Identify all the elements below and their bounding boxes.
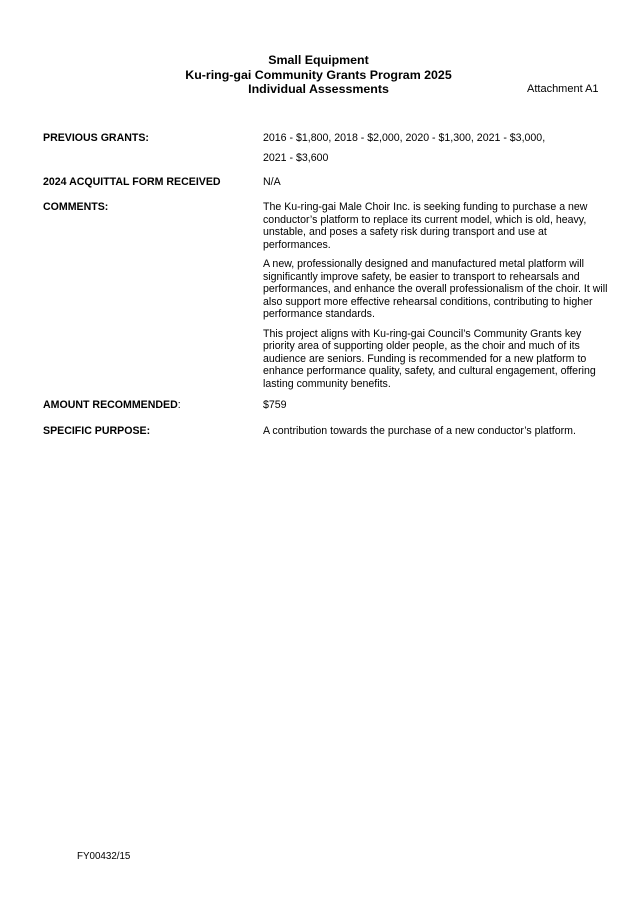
attachment-label: Attachment A1: [527, 83, 599, 95]
specific-purpose-label: SPECIFIC PURPOSE:: [43, 425, 151, 437]
comments-value: [263, 201, 613, 390]
amount-recommended-value: $759: [263, 399, 287, 411]
previous-grants-line-1: 2016 - $1,800, 2018 - $2,000, 2020 - $1,300, 2021 - $3,000,: [263, 132, 546, 144]
header-category: Small Equipment: [268, 53, 369, 67]
header-program-title: Ku-ring-gai Community Grants Program 2025: [185, 67, 452, 82]
document-reference: FY00432/15: [77, 851, 131, 862]
previous-grants-value: [263, 132, 613, 164]
amount-recommended-label: [43, 398, 181, 412]
comments-label: COMMENTS:: [43, 201, 109, 213]
comments-paragraph-1: The Ku-ring-gai Male Choir Inc. is seeking funding to purchase a new conductor’s platform to replace its current model, which is old, heavy, unstable, and poses a safety risk during transport and use at performances.: [263, 201, 588, 251]
acquittal-form-label: 2024 ACQUITTAL FORM RECEIVED: [43, 176, 221, 188]
amount-recommended-label-text: AMOUNT RECOMMENDED: [43, 399, 178, 411]
comments-paragraph-3: This project aligns with Ku-ring-gai Council’s Community Grants key priority area of supporting older people, as the choir and much of its audience are seniors. Funding is recommended for a new platform to enhance performance quality, safety, and cultural engagement, offering lasting community benefits.: [263, 327, 596, 390]
acquittal-form-value: N/A: [263, 176, 281, 188]
amount-recommended-colon: :: [177, 399, 181, 411]
header-subtitle: Individual Assessments: [248, 82, 389, 97]
comments-paragraph-2: A new, professionally designed and manufactured metal platform will significantly improve safety, be easier to transport to rehearsals and performances, and enhance the overall professionalism of the choir. It will also support more effective rehearsal conditions, contributing to higher performance standards.: [263, 258, 608, 320]
previous-grants-line-2: 2021 - $3,600: [263, 151, 329, 164]
previous-grants-label: PREVIOUS GRANTS:: [43, 132, 149, 144]
specific-purpose-value: A contribution towards the purchase of a new conductor’s platform.: [263, 425, 576, 437]
